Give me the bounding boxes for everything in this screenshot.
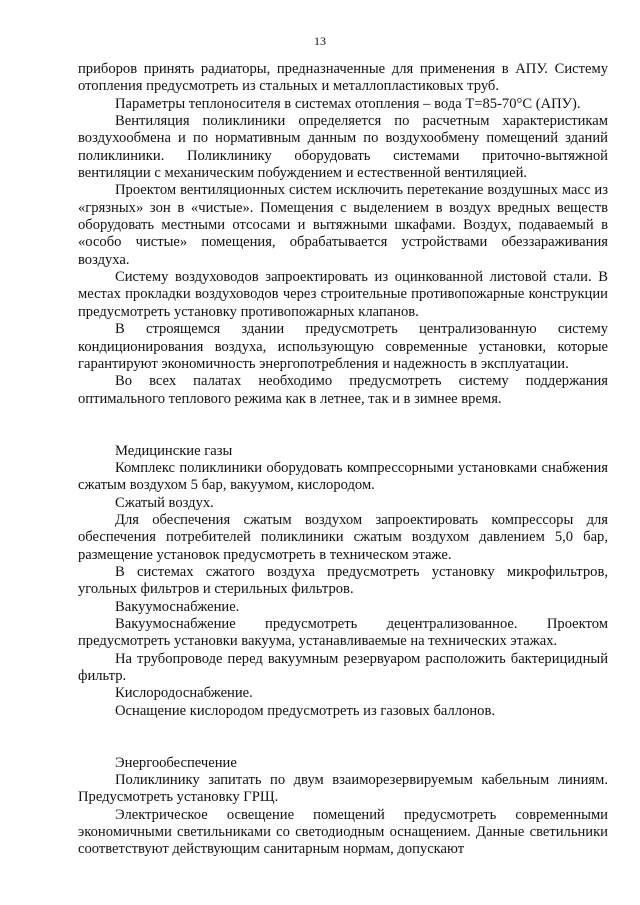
heading-medical-gases: Медицинские газы xyxy=(115,442,233,459)
paragraph-ventilation-zones: Проектом вентиляционных систем исключить перетекание воздушных масс из «грязных» зон в «чистые». Помещения с выделением в воздух вредных веществ оборудовать местными отсосами и вытяжными шкафами. Воздух, подаваемый в «особо чистые» помещения, обрабатывается устройствами обеззараживания воздуха. xyxy=(78,182,608,268)
paragraph-oxygen-cylinders: Оснащение кислородом предусмотреть из газовых баллонов. xyxy=(115,702,496,719)
paragraph-coolant-parameters: Параметры теплоносителя в системах отопления – вода Т=85-70°С (АПУ). xyxy=(115,95,581,112)
subheading-compressed-air: Сжатый воздух. xyxy=(115,494,214,511)
page-number: 13 xyxy=(314,34,326,48)
paragraph-bactericidal-filter: На трубопроводе перед вакуумным резервуаром расположить бактерицидный фильтр. xyxy=(78,650,608,685)
paragraph-compressor-units: Комплекс поликлиники оборудовать компрессорными установками снабжения сжатым воздухом 5 бар, вакуумом, кислородом. xyxy=(78,459,608,494)
paragraph-heating-continuation: приборов принять радиаторы, предназначенные для применения в АПУ. Систему отопления предусмотреть из стальных и металлопластиковых труб. xyxy=(78,61,608,95)
paragraph-filters: В системах сжатого воздуха предусмотреть установку микрофильтров, угольных фильтров и стерильных фильтров. xyxy=(78,563,608,598)
subheading-oxygen-supply: Кислородоснабжение. xyxy=(115,685,253,702)
paragraph-electric-lighting: Электрическое освещение помещений предусмотреть современными экономичными светильниками со светодиодным оснащением. Данные светильники соответствуют действующим санитарным нормам, допускают xyxy=(78,806,608,858)
heading-power-supply: Энергообеспечение xyxy=(115,754,237,771)
document-body xyxy=(78,61,608,859)
paragraph-cable-lines: Поликлинику запитать по двум взаиморезервируемым кабельным линиям. Предусмотреть установку ГРЩ. xyxy=(78,772,608,806)
section-spacer xyxy=(78,720,608,755)
paragraph-air-ducts: Систему воздуховодов запроектировать из оцинкованной листовой стали. В местах прокладки воздуховодов через строительные противопожарные конструкции предусмотреть установку противопожарных клапанов. xyxy=(78,269,608,320)
paragraph-thermal-regime: Во всех палатах необходимо предусмотреть систему поддержания оптимального теплового режима как в летнее, так и в зимнее время. xyxy=(78,373,608,407)
paragraph-compressors: Для обеспечения сжатым воздухом запроектировать компрессоры для обеспечения потребителей поликлиники сжатым воздухом давлением 5,0 бар, размещение установок предусмотреть в техническом этаже. xyxy=(78,511,608,563)
subheading-vacuum-supply: Вакуумоснабжение. xyxy=(115,598,240,615)
paragraph-ventilation: Вентиляция поликлиники определяется по расчетным характеристикам воздухообмена и по нормативным данным по воздухообмену помещений зданий поликлиники. Поликлинику оборудовать системами приточно-вытяжной вентиляции с механическим побуждением и естественной вентиляцией. xyxy=(78,113,608,182)
paragraph-air-conditioning: В строящемся здании предусмотреть централизованную систему кондиционирования воздуха, использующую современные установки, которые гарантируют экономичность энергопотребления и надежность в эксплуатации. xyxy=(78,321,608,372)
paragraph-vacuum-decentralized: Вакуумоснабжение предусмотреть децентрализованное. Проектом предусмотреть установки вакуума, устанавливаемые на технических этажах. xyxy=(78,616,608,650)
section-spacer xyxy=(78,408,608,443)
